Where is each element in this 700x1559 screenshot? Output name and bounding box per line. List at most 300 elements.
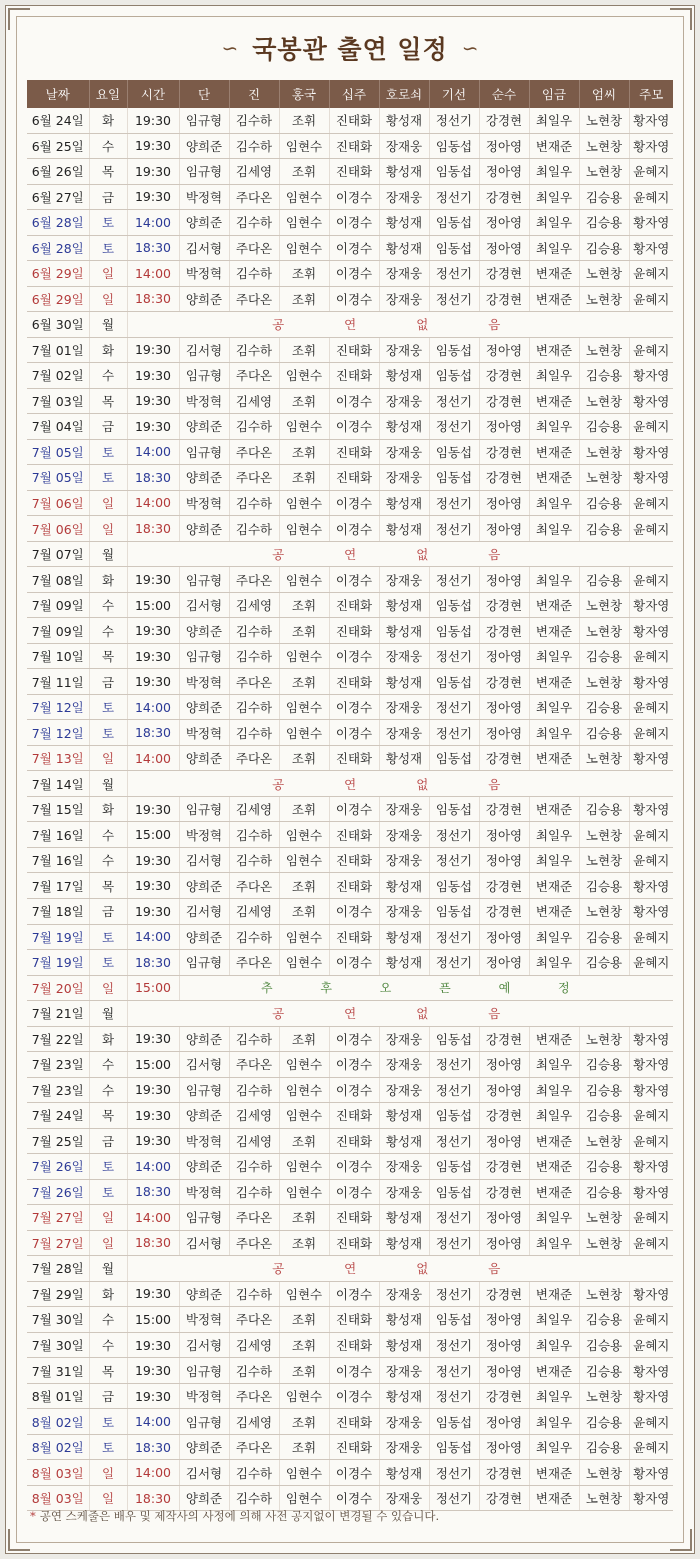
cast-cell: 양희준 (179, 745, 229, 771)
date-cell: 7월 06일 (27, 490, 89, 516)
swirl-right-icon: ∽ (461, 36, 479, 60)
cast-cell: 변재준 (529, 1358, 579, 1384)
cast-cell: 강경현 (479, 465, 529, 491)
cast-cell: 김승용 (579, 924, 629, 950)
cast-cell: 정선기 (429, 516, 479, 542)
time-cell: 14:00 (127, 210, 179, 236)
cast-cell: 강경현 (479, 1154, 529, 1180)
cast-cell: 김승용 (579, 1409, 629, 1435)
time-cell: 15:00 (127, 592, 179, 618)
cast-cell: 변재준 (529, 618, 579, 644)
cast-cell: 정아영 (479, 337, 529, 363)
weekday-cell: 화 (89, 1281, 127, 1307)
weekday-cell: 토 (89, 210, 127, 236)
cast-cell: 김승용 (579, 363, 629, 389)
weekday-cell: 일 (89, 516, 127, 542)
date-cell: 7월 08일 (27, 567, 89, 593)
cast-cell: 임규형 (179, 439, 229, 465)
weekday-cell: 수 (89, 822, 127, 848)
date-cell: 7월 19일 (27, 924, 89, 950)
cast-cell: 김수하 (229, 1179, 279, 1205)
cast-cell: 김수하 (229, 1154, 279, 1180)
cast-cell: 정선기 (429, 414, 479, 440)
time-cell: 18:30 (127, 235, 179, 261)
cast-cell: 최일우 (529, 414, 579, 440)
time-cell: 19:30 (127, 1383, 179, 1409)
cast-cell: 임현수 (279, 822, 329, 848)
time-cell: 19:30 (127, 643, 179, 669)
cast-cell: 강경현 (479, 1383, 529, 1409)
cast-cell: 김서형 (179, 235, 229, 261)
cast-cell: 노현창 (579, 1128, 629, 1154)
no-show-cell: 공 연 없 음 (127, 1001, 673, 1027)
cast-cell: 정아영 (479, 133, 529, 159)
cast-cell: 장재웅 (379, 822, 429, 848)
weekday-cell: 일 (89, 975, 127, 1001)
cast-cell: 정선기 (429, 950, 479, 976)
cast-cell: 최일우 (529, 822, 579, 848)
cast-cell: 장재웅 (379, 1077, 429, 1103)
cast-cell: 윤혜지 (629, 822, 673, 848)
cast-cell: 장재웅 (379, 133, 429, 159)
cast-cell: 노현창 (579, 618, 629, 644)
cast-cell: 변재준 (529, 286, 579, 312)
cast-cell: 정아영 (479, 847, 529, 873)
cast-cell: 임현수 (279, 363, 329, 389)
cast-cell: 정선기 (429, 1128, 479, 1154)
time-cell: 18:30 (127, 465, 179, 491)
table-row (27, 1307, 673, 1333)
column-header: 십주 (329, 80, 379, 108)
time-cell: 15:00 (127, 822, 179, 848)
cast-cell: 진태화 (329, 363, 379, 389)
cast-cell: 강경현 (479, 261, 529, 287)
column-header: 시간 (127, 80, 179, 108)
cast-cell: 주다온 (229, 363, 279, 389)
column-header: 순수 (479, 80, 529, 108)
cast-cell: 임동섭 (429, 439, 479, 465)
cast-cell: 황성재 (379, 618, 429, 644)
time-cell: 14:00 (127, 924, 179, 950)
date-cell: 7월 12일 (27, 720, 89, 746)
cast-cell: 변재준 (529, 592, 579, 618)
cast-cell: 장재웅 (379, 847, 429, 873)
weekday-cell: 금 (89, 184, 127, 210)
cast-cell: 임규형 (179, 108, 229, 133)
date-cell: 7월 13일 (27, 745, 89, 771)
cast-cell: 이경수 (329, 261, 379, 287)
cast-cell: 주다온 (229, 465, 279, 491)
cast-cell: 변재준 (529, 796, 579, 822)
weekday-cell: 화 (89, 337, 127, 363)
cast-cell: 김수하 (229, 133, 279, 159)
time-cell: 19:30 (127, 873, 179, 899)
time-cell: 14:00 (127, 694, 179, 720)
table-row (27, 1179, 673, 1205)
cast-cell: 이경수 (329, 1179, 379, 1205)
cast-cell: 변재준 (529, 1281, 579, 1307)
cast-cell: 김수하 (229, 643, 279, 669)
cast-cell: 최일우 (529, 1383, 579, 1409)
cast-cell: 양희준 (179, 516, 229, 542)
cast-cell: 임동섭 (429, 465, 479, 491)
weekday-cell: 토 (89, 1179, 127, 1205)
cast-cell: 김수하 (229, 694, 279, 720)
cast-cell: 임규형 (179, 1077, 229, 1103)
table-row (27, 669, 673, 695)
cast-cell: 진태화 (329, 1332, 379, 1358)
cast-cell: 황성재 (379, 1460, 429, 1486)
cast-cell: 황성재 (379, 592, 429, 618)
cast-cell: 최일우 (529, 1205, 579, 1231)
table-row (27, 745, 673, 771)
table-row (27, 1154, 673, 1180)
cast-cell: 임현수 (279, 516, 329, 542)
cast-cell: 최일우 (529, 720, 579, 746)
cast-cell: 조휘 (279, 159, 329, 185)
cast-cell: 황자영 (629, 1052, 673, 1078)
cast-cell: 정선기 (429, 388, 479, 414)
cast-cell: 최일우 (529, 235, 579, 261)
cast-cell: 윤혜지 (629, 720, 673, 746)
cast-cell: 정선기 (429, 184, 479, 210)
column-header: 주모 (629, 80, 673, 108)
cast-cell: 조휘 (279, 108, 329, 133)
cast-cell: 최일우 (529, 643, 579, 669)
cast-cell: 김승용 (579, 1179, 629, 1205)
time-cell: 14:00 (127, 1460, 179, 1486)
header-row (27, 80, 673, 108)
cast-cell: 김수하 (229, 822, 279, 848)
cast-cell: 황성재 (379, 1332, 429, 1358)
cast-cell: 정선기 (429, 720, 479, 746)
time-cell: 19:30 (127, 1128, 179, 1154)
cast-cell: 이경수 (329, 950, 379, 976)
date-cell: 7월 05일 (27, 465, 89, 491)
cast-cell: 황성재 (379, 1383, 429, 1409)
cast-cell: 변재준 (529, 873, 579, 899)
cast-cell: 황자영 (629, 235, 673, 261)
cast-cell: 황자영 (629, 210, 673, 236)
date-cell: 6월 28일 (27, 210, 89, 236)
time-cell: 19:30 (127, 1077, 179, 1103)
time-cell: 14:00 (127, 439, 179, 465)
cast-cell: 장재웅 (379, 1179, 429, 1205)
cast-cell: 강경현 (479, 1026, 529, 1052)
cast-cell: 정아영 (479, 1409, 529, 1435)
cast-cell: 정아영 (479, 1307, 529, 1333)
cast-cell: 황자영 (629, 796, 673, 822)
cast-cell: 강경현 (479, 873, 529, 899)
cast-cell: 노현창 (579, 1485, 629, 1511)
cast-cell: 임동섭 (429, 1434, 479, 1460)
cast-cell: 김승용 (579, 1358, 629, 1384)
cast-cell: 강경현 (479, 796, 529, 822)
cast-cell: 김수하 (229, 516, 279, 542)
cast-cell: 정아영 (479, 694, 529, 720)
date-cell: 7월 25일 (27, 1128, 89, 1154)
time-cell: 19:30 (127, 618, 179, 644)
cast-cell: 장재웅 (379, 898, 429, 924)
cast-cell: 황자영 (629, 873, 673, 899)
cast-cell: 윤혜지 (629, 490, 673, 516)
date-cell: 7월 05일 (27, 439, 89, 465)
table-row (27, 1358, 673, 1384)
cast-cell: 김서형 (179, 1332, 229, 1358)
cast-cell: 정아영 (479, 1332, 529, 1358)
cast-cell: 김승용 (579, 184, 629, 210)
cast-cell: 김승용 (579, 694, 629, 720)
time-cell: 19:30 (127, 159, 179, 185)
cast-cell: 윤혜지 (629, 159, 673, 185)
table-row (27, 1256, 673, 1282)
cast-cell: 이경수 (329, 1052, 379, 1078)
cast-cell: 황성재 (379, 235, 429, 261)
cast-cell: 황자영 (629, 618, 673, 644)
cast-cell: 임현수 (279, 210, 329, 236)
cast-cell: 주다온 (229, 1434, 279, 1460)
table-row (27, 516, 673, 542)
cast-cell: 임현수 (279, 235, 329, 261)
table-row (27, 439, 673, 465)
cast-cell: 황자영 (629, 1154, 673, 1180)
table-row (27, 898, 673, 924)
cast-cell: 김서형 (179, 898, 229, 924)
cast-cell: 김승용 (579, 567, 629, 593)
date-cell: 7월 01일 (27, 337, 89, 363)
cast-cell: 진태화 (329, 439, 379, 465)
no-show-cell: 공 연 없 음 (127, 312, 673, 338)
footnote (30, 1508, 439, 1524)
cast-cell: 최일우 (529, 694, 579, 720)
cast-cell: 황자영 (629, 439, 673, 465)
column-header: 기선 (429, 80, 479, 108)
table-row (27, 924, 673, 950)
cast-cell: 임동섭 (429, 1409, 479, 1435)
cast-cell: 노현창 (579, 592, 629, 618)
cast-cell: 황자영 (629, 1026, 673, 1052)
table-row (27, 337, 673, 363)
cast-cell: 정아영 (479, 1128, 529, 1154)
cast-cell: 김승용 (579, 235, 629, 261)
cast-cell: 정선기 (429, 1332, 479, 1358)
cast-cell: 윤혜지 (629, 261, 673, 287)
table-row (27, 159, 673, 185)
cast-cell: 임현수 (279, 414, 329, 440)
cast-cell: 노현창 (579, 745, 629, 771)
weekday-cell: 수 (89, 618, 127, 644)
cast-cell: 장재웅 (379, 439, 429, 465)
cast-cell: 장재웅 (379, 184, 429, 210)
weekday-cell: 목 (89, 873, 127, 899)
cast-cell: 김수하 (229, 1077, 279, 1103)
weekday-cell: 목 (89, 388, 127, 414)
cast-cell: 임규형 (179, 159, 229, 185)
cast-cell: 임동섭 (429, 618, 479, 644)
cast-cell: 황성재 (379, 516, 429, 542)
cast-cell: 이경수 (329, 184, 379, 210)
cast-cell: 정아영 (479, 490, 529, 516)
table-row (27, 1128, 673, 1154)
table-row (27, 133, 673, 159)
cast-cell: 노현창 (579, 1230, 629, 1256)
cast-cell: 진태화 (329, 618, 379, 644)
cast-cell: 장재웅 (379, 643, 429, 669)
cast-cell: 조휘 (279, 1205, 329, 1231)
cast-cell: 윤혜지 (629, 1103, 673, 1129)
cast-cell: 주다온 (229, 567, 279, 593)
cast-cell: 임동섭 (429, 669, 479, 695)
cast-cell: 장재웅 (379, 1026, 429, 1052)
weekday-cell: 목 (89, 159, 127, 185)
time-cell: 19:30 (127, 108, 179, 133)
cast-cell: 황자영 (629, 1179, 673, 1205)
cast-cell: 임현수 (279, 184, 329, 210)
date-cell: 6월 26일 (27, 159, 89, 185)
cast-cell: 정아영 (479, 643, 529, 669)
weekday-cell: 화 (89, 567, 127, 593)
cast-cell: 황성재 (379, 745, 429, 771)
cast-cell: 김승용 (579, 1103, 629, 1129)
cast-cell: 이경수 (329, 643, 379, 669)
cast-cell: 김승용 (579, 1332, 629, 1358)
cast-cell: 황자영 (629, 1077, 673, 1103)
cast-cell: 진태화 (329, 337, 379, 363)
cast-cell: 진태화 (329, 133, 379, 159)
cast-cell: 임규형 (179, 1409, 229, 1435)
column-header: 날짜 (27, 80, 89, 108)
date-cell: 7월 29일 (27, 1281, 89, 1307)
cast-cell: 정선기 (429, 1460, 479, 1486)
cast-cell: 임동섭 (429, 1307, 479, 1333)
weekday-cell: 수 (89, 1052, 127, 1078)
cast-cell: 임동섭 (429, 159, 479, 185)
cast-cell: 이경수 (329, 1383, 379, 1409)
time-cell: 18:30 (127, 1434, 179, 1460)
cast-cell: 변재준 (529, 1128, 579, 1154)
table-row (27, 465, 673, 491)
cast-cell: 윤혜지 (629, 847, 673, 873)
cast-cell: 정선기 (429, 286, 479, 312)
schedule-table (27, 80, 673, 1511)
weekday-cell: 수 (89, 592, 127, 618)
date-cell: 7월 16일 (27, 822, 89, 848)
date-cell: 8월 03일 (27, 1460, 89, 1486)
cast-cell: 변재준 (529, 439, 579, 465)
cast-cell: 임동섭 (429, 1179, 479, 1205)
cast-cell: 조휘 (279, 1128, 329, 1154)
cast-cell: 황성재 (379, 159, 429, 185)
cast-cell: 주다온 (229, 286, 279, 312)
cast-cell: 조휘 (279, 1332, 329, 1358)
date-cell: 6월 30일 (27, 312, 89, 338)
cast-cell: 장재웅 (379, 1154, 429, 1180)
weekday-cell: 수 (89, 1077, 127, 1103)
cast-cell: 김승용 (579, 210, 629, 236)
cast-cell: 변재준 (529, 1026, 579, 1052)
cast-cell: 이경수 (329, 414, 379, 440)
table-row (27, 643, 673, 669)
cast-cell: 노현창 (579, 337, 629, 363)
cast-cell: 양희준 (179, 414, 229, 440)
date-cell: 7월 12일 (27, 694, 89, 720)
cast-cell: 박정혁 (179, 720, 229, 746)
time-cell: 19:30 (127, 1281, 179, 1307)
column-header: 요일 (89, 80, 127, 108)
date-cell: 7월 27일 (27, 1205, 89, 1231)
cast-cell: 김세영 (229, 1103, 279, 1129)
time-cell: 19:30 (127, 184, 179, 210)
cast-cell: 주다온 (229, 873, 279, 899)
cast-cell: 황성재 (379, 490, 429, 516)
cast-cell: 김수하 (229, 1281, 279, 1307)
cast-cell: 변재준 (529, 337, 579, 363)
date-cell: 6월 28일 (27, 235, 89, 261)
cast-cell: 김수하 (229, 1485, 279, 1511)
cast-cell: 황자영 (629, 133, 673, 159)
cast-cell: 임현수 (279, 1077, 329, 1103)
cast-cell: 이경수 (329, 1077, 379, 1103)
cast-cell: 김승용 (579, 643, 629, 669)
cast-cell: 김서형 (179, 847, 229, 873)
cast-cell: 양희준 (179, 1434, 229, 1460)
cast-cell: 정아영 (479, 1230, 529, 1256)
cast-cell: 황자영 (629, 592, 673, 618)
time-cell: 19:30 (127, 796, 179, 822)
cast-cell: 정선기 (429, 490, 479, 516)
cast-cell: 강경현 (479, 363, 529, 389)
weekday-cell: 일 (89, 490, 127, 516)
cast-cell: 이경수 (329, 1281, 379, 1307)
weekday-cell: 금 (89, 898, 127, 924)
cast-cell: 정선기 (429, 567, 479, 593)
time-cell: 19:30 (127, 669, 179, 695)
time-cell: 18:30 (127, 1485, 179, 1511)
table-row (27, 261, 673, 287)
cast-cell: 임현수 (279, 1052, 329, 1078)
weekday-cell: 화 (89, 796, 127, 822)
column-header: 엄씨 (579, 80, 629, 108)
column-header: 진 (229, 80, 279, 108)
cast-cell: 윤혜지 (629, 924, 673, 950)
cast-cell: 김세영 (229, 1409, 279, 1435)
date-cell: 7월 24일 (27, 1103, 89, 1129)
cast-cell: 노현창 (579, 1205, 629, 1231)
cast-cell: 윤혜지 (629, 1332, 673, 1358)
table-row (27, 363, 673, 389)
weekday-cell: 화 (89, 1026, 127, 1052)
cast-cell: 이경수 (329, 898, 379, 924)
cast-cell: 양희준 (179, 1103, 229, 1129)
cast-cell: 임현수 (279, 133, 329, 159)
cast-cell: 정아영 (479, 1358, 529, 1384)
table-row (27, 796, 673, 822)
cast-cell: 김수하 (229, 924, 279, 950)
cast-cell: 임규형 (179, 796, 229, 822)
cast-cell: 변재준 (529, 388, 579, 414)
table-row (27, 822, 673, 848)
date-cell: 6월 24일 (27, 108, 89, 133)
time-cell: 19:30 (127, 898, 179, 924)
cast-cell: 윤혜지 (629, 694, 673, 720)
cast-cell: 주다온 (229, 950, 279, 976)
date-cell: 7월 07일 (27, 541, 89, 567)
time-cell: 19:30 (127, 1103, 179, 1129)
cast-cell: 윤혜지 (629, 516, 673, 542)
time-cell: 19:30 (127, 1332, 179, 1358)
cast-cell: 변재준 (529, 465, 579, 491)
cast-cell: 양희준 (179, 1485, 229, 1511)
